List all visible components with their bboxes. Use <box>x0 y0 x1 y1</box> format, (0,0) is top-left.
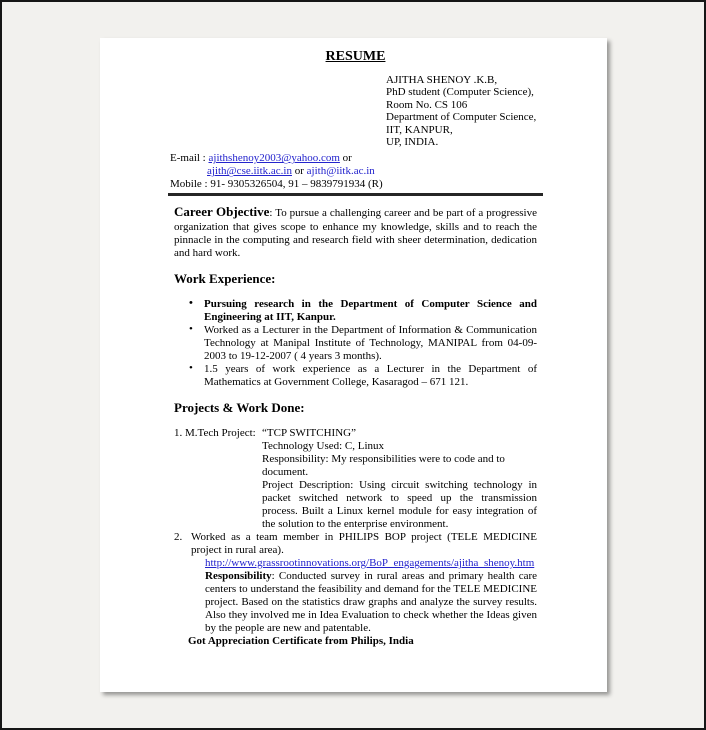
project-2-url-link[interactable]: http://www.grassrootinnovations.org/BoP_engagements/ajitha_shenoy.htm <box>205 557 535 570</box>
career-objective-text: : To pursue a challenging career and be part of a progressive organization that gives scope to enhance my knowledge, skills and to reach the pinnacle in the computing and research field with sheer determination, dedication and hard work. <box>174 207 537 260</box>
mobile-line: Mobile : 91- 9305326504, 91 – 9839791934 (R) <box>170 178 383 191</box>
header-divider-rule <box>168 193 543 196</box>
project-1-title: “TCP SWITCHING” <box>262 427 356 440</box>
bullet-icon: • <box>189 362 193 375</box>
email-row-2 <box>207 165 537 178</box>
resume-page <box>100 38 607 692</box>
bullet-icon: • <box>189 323 193 336</box>
career-objective-paragraph <box>174 205 537 260</box>
email-link-yahoo[interactable]: ajithshenoy2003@yahoo.com <box>208 152 340 165</box>
email-or-text: or <box>294 165 304 178</box>
work-item-text: Pursuing research in the Department of Computer Science and Engineering at IIT, Kanpur. <box>204 298 537 324</box>
work-item-text: Worked as a Lecturer in the Department of Information & Communication Technology at Manipal Institute of Technology, MANIPAL from 04-09-2003 to 19-12-2007 ( 4 years 3 months). <box>204 324 537 363</box>
work-experience-list <box>174 298 537 389</box>
project-item-2 <box>174 531 537 648</box>
email-link-cse-iitk[interactable]: ajith@cse.iitk.ac.in <box>207 165 292 178</box>
contact-block <box>386 74 537 148</box>
project-1-details <box>262 427 537 531</box>
project-2-appreciation-note: Got Appreciation Certificate from Philips, India <box>188 635 414 648</box>
work-experience-item <box>174 298 537 324</box>
email-label: E-mail : <box>170 152 206 165</box>
project-1-label: 1. M.Tech Project: <box>174 427 256 440</box>
project-1-description: Project Description: Using circuit switching technology in packet switched network to speed up the transmission process. Built a Linux kernel module for easy integration of the solution to the enterprise environment. <box>262 479 537 531</box>
project-2-responsibility-label: Responsibility <box>205 570 272 583</box>
work-experience-item <box>174 324 537 363</box>
document-title: RESUME <box>325 49 386 64</box>
project-1-technology: Technology Used: C, Linux <box>262 440 385 453</box>
work-experience-item <box>174 363 537 389</box>
project-1-responsibility: Responsibility: My responsibilities were to code and to document. <box>262 453 505 479</box>
project-2-responsibility <box>205 570 537 635</box>
contact-line: PhD student (Computer Science), <box>386 86 534 99</box>
project-item-1 <box>174 427 537 531</box>
contact-line: Department of Computer Science, <box>386 111 537 124</box>
email-row-1 <box>170 152 537 165</box>
project-2-responsibility-text: : Conducted survey in rural areas and primary health care centers to understand the feasibility and demand for the TELE MEDICINE project. Based on the statistics draw graphs and analyze the survey results. Also they involved me in Idea Evaluation to check whether the Ideas given by the people are new and patentable. <box>205 570 537 635</box>
email-link-iitk[interactable]: ajith@iitk.ac.in <box>306 165 375 178</box>
project-2-intro: Worked as a team member in PHILIPS BOP project (TELE MEDICINE project in rural area). <box>191 531 537 557</box>
email-or-text: or <box>342 152 352 165</box>
contact-details <box>170 152 537 191</box>
bullet-icon: • <box>189 297 193 310</box>
project-2-number: 2. <box>174 531 183 544</box>
contact-name: AJITHA SHENOY .K.B, <box>386 74 498 86</box>
work-experience-heading: Work Experience: <box>174 271 276 287</box>
work-item-text: 1.5 years of work experience as a Lecturer in the Department of Mathematics at Government College, Kasaragod – 671 121. <box>204 363 537 389</box>
career-objective-heading: Career Objective <box>174 204 270 220</box>
contact-line: Room No. CS 106 <box>386 98 468 111</box>
contact-line: UP, INDIA. <box>386 136 439 149</box>
project-2-link-row <box>205 557 537 570</box>
contact-line: IIT, KANPUR, <box>386 123 453 136</box>
projects-heading: Projects & Work Done: <box>174 400 305 416</box>
